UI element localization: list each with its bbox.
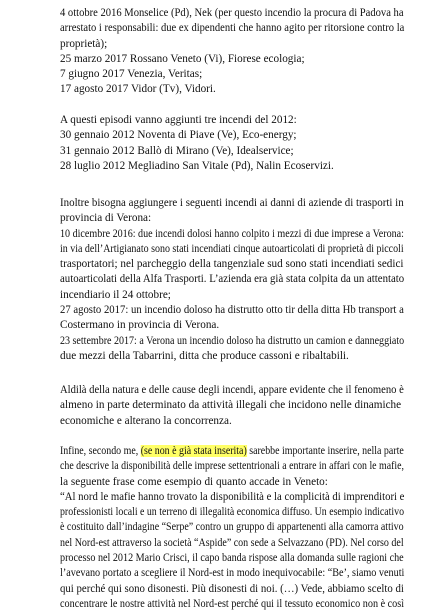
text-line: professionisti locali e un terreno di illegalità economica diffuso. Un esempio indicativo bbox=[60, 506, 405, 519]
text-line: 4 ottobre 2016 Monselice (Pd), Nek (per questo incendio la procura di Padova ha bbox=[60, 7, 404, 19]
text-segment: Infine, secondo me, bbox=[60, 445, 141, 457]
highlighted-text: (se non è già stata inserita) bbox=[140, 445, 247, 457]
text-line: l’avevano portato a scegliere il Nord-est in modo inequivocabile: “Be’, siamo venuti bbox=[60, 567, 405, 580]
text-line: arrestato i responsabili: due ex dipendenti che hanno agito per ritorsione contro la bbox=[60, 22, 405, 35]
text-line: 23 settembre 2017: a Verona un incendio doloso ha distrutto un camion e danneggiato bbox=[60, 334, 405, 347]
text-line bbox=[60, 444, 404, 459]
text-line: qui perché qui sono disonesti. Più disonesti di noi. (…) Vede, abbiamo scelto di bbox=[60, 582, 404, 595]
text-line: 25 marzo 2017 Rossano Veneto (Vi), Fiorese ecologia; bbox=[60, 52, 305, 65]
text-line: Inoltre bisogna aggiungere i seguenti incendi ai danni di aziende di trasporti in bbox=[60, 197, 404, 209]
text-line: è costituito dall’indagine “Serpe” contro un gruppo di appartenenti alla camorra attivo bbox=[60, 521, 404, 534]
paragraph-transport-fires bbox=[60, 196, 404, 364]
paragraph-fires-2012 bbox=[60, 113, 404, 174]
text-line: concentrare le nostre attività nel Nord-est perché qui il tessuto economico non è così bbox=[60, 597, 405, 610]
text-line: Costermano in provincia di Verona. bbox=[60, 319, 220, 332]
text-line: 10 dicembre 2016: due incendi dolosi hanno colpito i mezzi di due imprese a Verona: bbox=[60, 227, 404, 240]
text-line: 31 gennaio 2012 Ballò di Mirano (Ve), Idealservice; bbox=[60, 144, 294, 157]
paragraph-proposal-quote bbox=[60, 444, 404, 611]
text-line: due mezzi della Tabarrini, ditta che produce cassoni e ribaltabili. bbox=[60, 349, 349, 362]
text-line: trasportatori; nel parcheggio della tangenziale sud sono stati incendiati sedici bbox=[60, 258, 404, 271]
text-line: la seguente frase come esempio di quanto accade in Veneto: bbox=[60, 475, 328, 488]
text-line: in via dell’Artigianato sono stati incendiati cinque autoarticolati di proprietà di piccoli bbox=[60, 242, 404, 255]
paragraph-fires-list bbox=[60, 6, 404, 98]
text-line: provincia di Verona: bbox=[60, 212, 152, 225]
text-line: almeno in parte determinato da attività illegali che incidono nelle dinamiche bbox=[60, 399, 402, 412]
text-line: incendiario il 24 ottobre; bbox=[60, 288, 171, 301]
text-line: 7 giugno 2017 Venezia, Veritas; bbox=[60, 68, 203, 81]
text-segment: sarebbe importante inserire, nella parte bbox=[246, 445, 404, 457]
text-line: 27 agosto 2017: un incendio doloso ha distrutto otto tir della ditta Hb transport a bbox=[60, 304, 404, 317]
text-line: 28 luglio 2012 Megliadino San Vitale (Pd), Nalin Ecoservizi. bbox=[60, 159, 334, 172]
text-line: A questi episodi vanno aggiunti tre incendi del 2012: bbox=[60, 114, 297, 126]
text-line: autoarticolati della Alfa Trasporti. L’azienda era già stata colpita da un attentato bbox=[60, 273, 405, 286]
text-line: nel Nord-est attraverso la società “Aspide” con sede a Selvazzano (PD). Nel corso del bbox=[60, 536, 404, 549]
text-line: proprietà); bbox=[60, 37, 108, 50]
text-line: processo nel 2012 Mario Crisci, il capo banda rispose alla domanda sulle ragioni che bbox=[60, 552, 404, 565]
text-line: 30 gennaio 2012 Noventa di Piave (Ve), Eco-energy; bbox=[60, 129, 297, 142]
text-line: economiche e alterano la concorrenza. bbox=[60, 414, 232, 427]
text-line: che descrive la disponibilità delle imprese settentrionali a entrare in affari con le mafie, bbox=[60, 460, 404, 473]
text-line: “Al nord le mafie hanno trovato la disponibilità e la complicità di imprenditori e bbox=[60, 490, 405, 503]
text-line: 17 agosto 2017 Vidor (Tv), Vidori. bbox=[60, 83, 216, 96]
paragraph-illegal-activities bbox=[60, 383, 404, 429]
text-line: Aldilà della natura e delle cause degli incendi, appare evidente che il fenomeno è bbox=[60, 384, 404, 396]
